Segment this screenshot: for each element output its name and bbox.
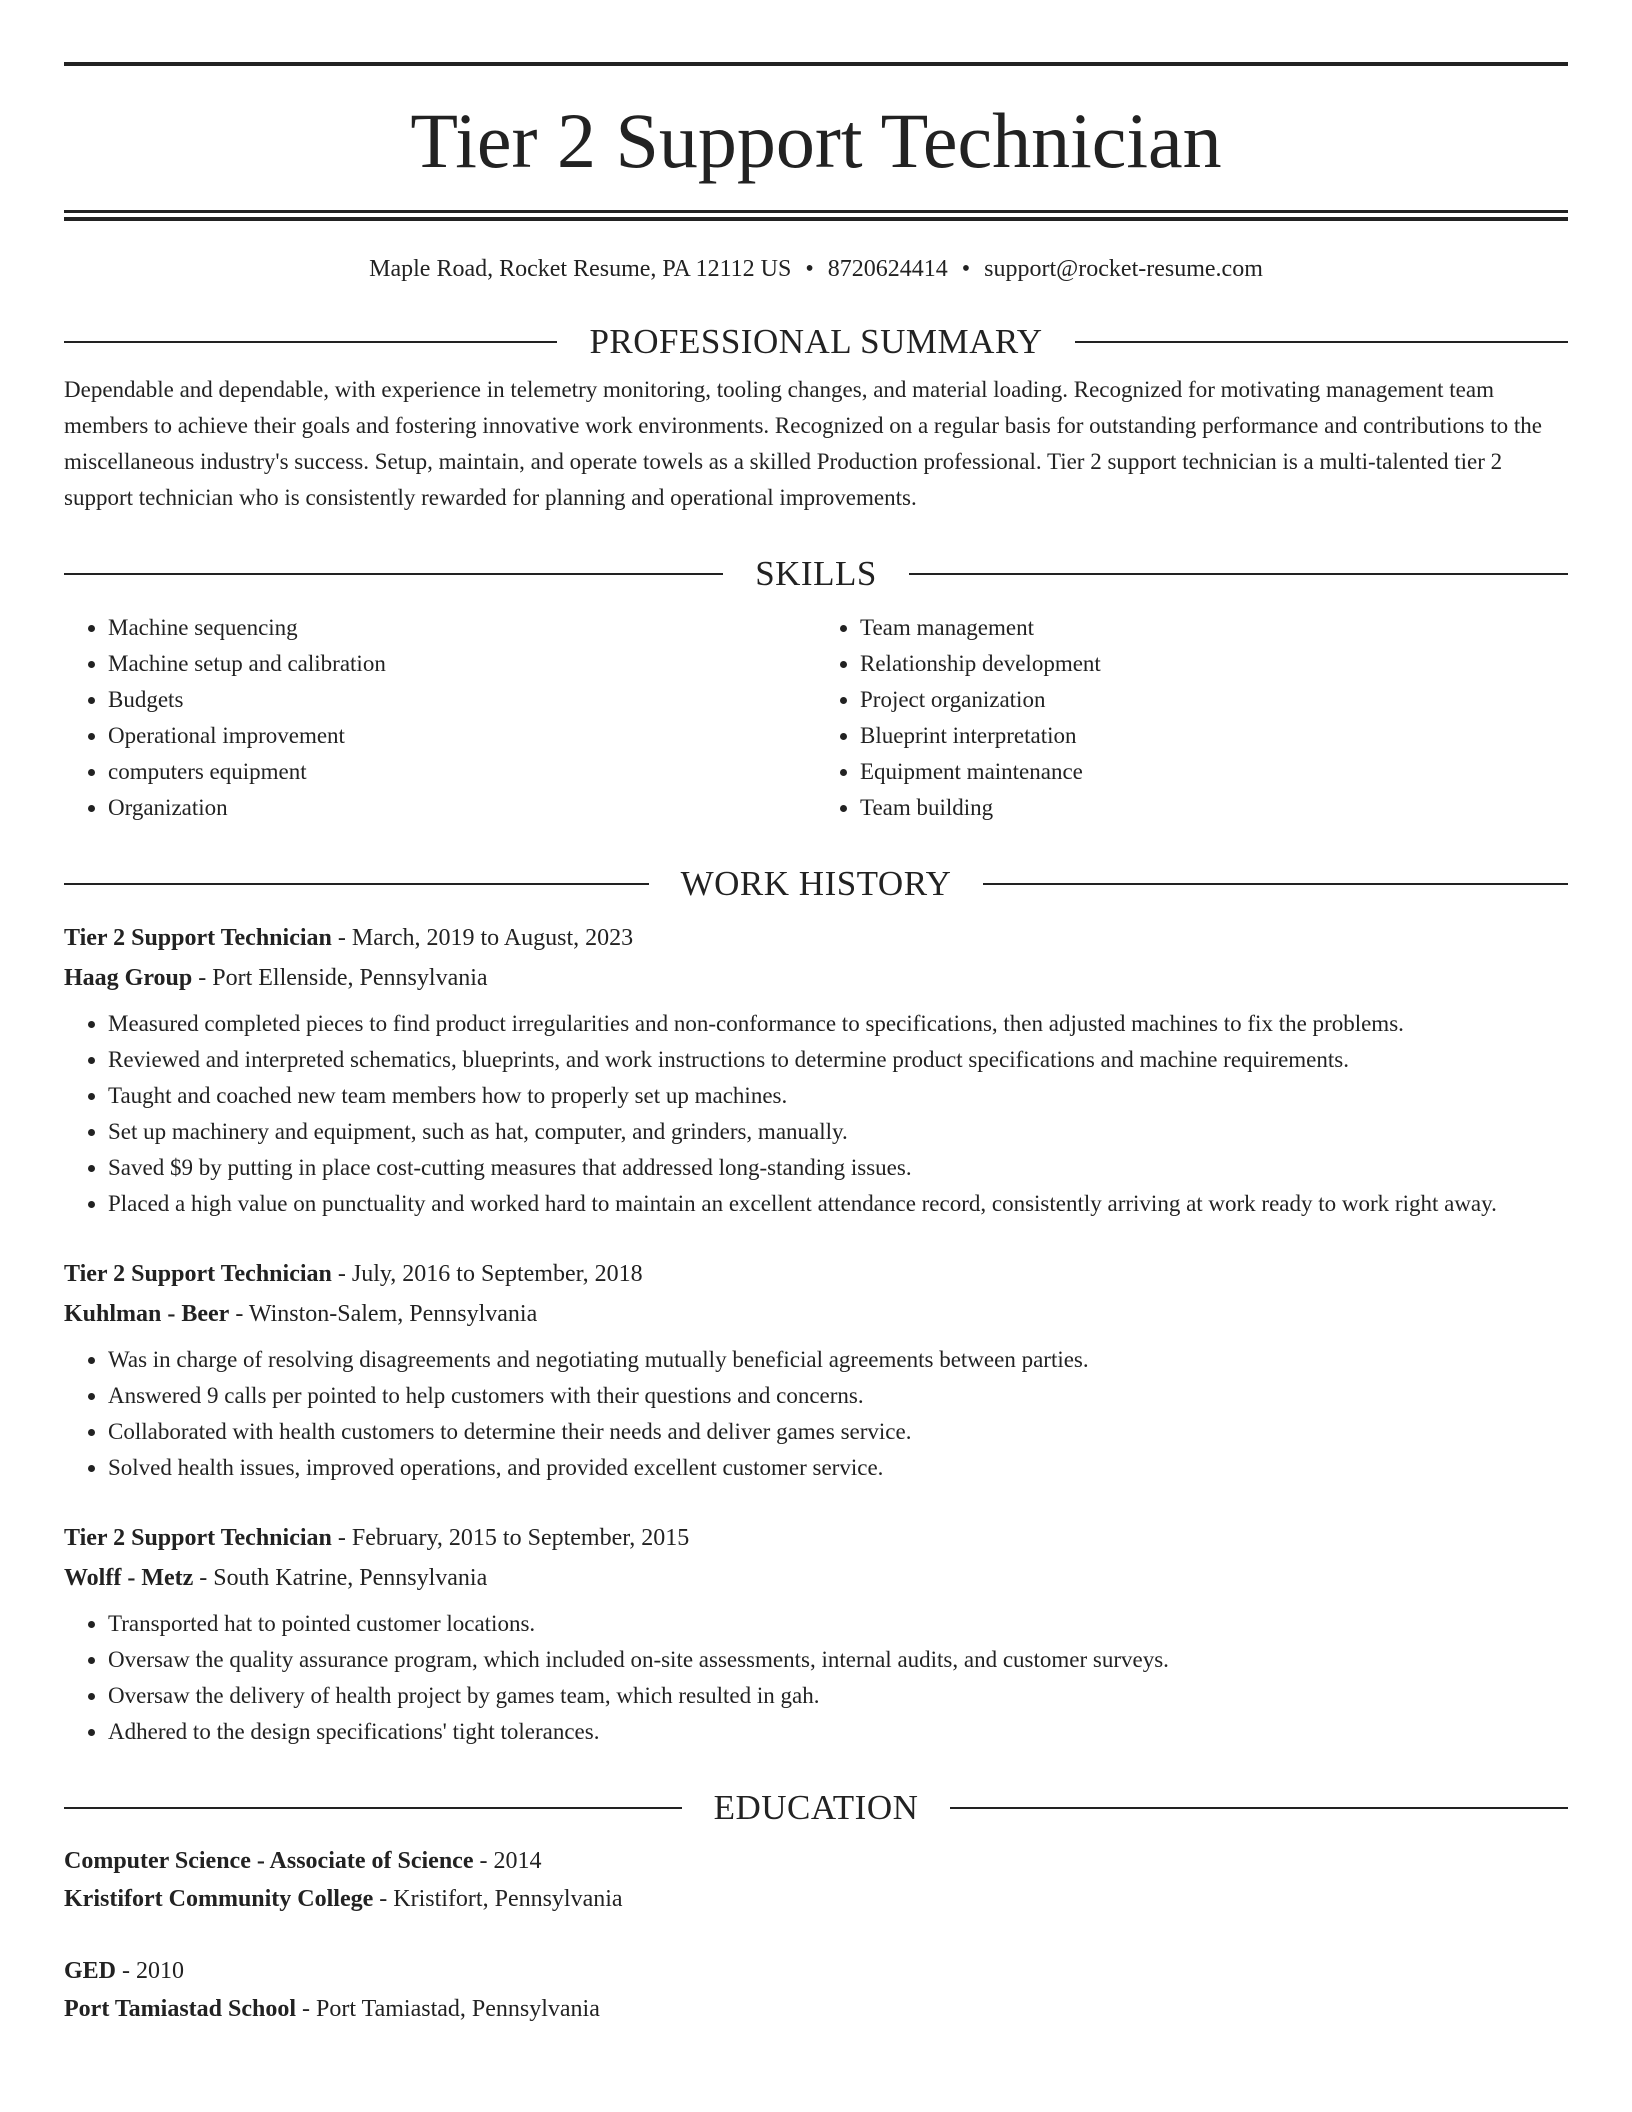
skill-item: • Budgets (108, 682, 816, 718)
job-bullet: • Collaborated with health customers to determine their needs and deliver games service. (108, 1414, 1568, 1450)
education-year: - 2010 (116, 1958, 185, 1984)
job-bullet: • Adhered to the design specifications' tight tolerances. (108, 1714, 1568, 1750)
job-title: Tier 2 Support Technician (64, 925, 332, 951)
contact-address: Maple Road, Rocket Resume, PA 12112 US (369, 256, 792, 282)
work-title: WORK HISTORY (680, 864, 952, 903)
summary-text: Dependable and dependable, with experience in telemetry monitoring, tooling changes, and material loading. Recognized for motivating management team members to achieve their goals and fostering innovative work environments. Recognized on a regular basis for outstanding performance and contributions to the miscellaneous industry's success. Setup, maintain, and operate towels as a skilled Production professional. Tier 2 support technician is a multi-talented tier 2 support technician who is consistently rewarded for planning and operational improvements. (64, 377, 1542, 510)
job-location: - South Katrine, Pennsylvania (193, 1565, 488, 1591)
job-company: Kuhlman - Beer (64, 1301, 230, 1327)
skill-item: • Team building (860, 790, 1568, 826)
skills-heading (64, 554, 1568, 594)
job-location: - Port Ellenside, Pennsylvania (192, 965, 488, 991)
skills-list (64, 610, 1568, 826)
skill-item: • Machine setup and calibration (108, 646, 816, 682)
job-bullet: • Set up machinery and equipment, such as hat, computer, and grinders, manually. (108, 1114, 1568, 1150)
education-location: - Port Tamiastad, Pennsylvania (296, 1996, 600, 2022)
education-degree-line (64, 1952, 1568, 1990)
contact-separator: • (961, 256, 971, 282)
heading-rule-right (1075, 341, 1568, 343)
job-bullet: • Reviewed and interpreted schematics, blueprints, and work instructions to determine product specifications and machine requirements. (108, 1042, 1568, 1078)
heading-rule-right (983, 883, 1568, 885)
job-title: Tier 2 Support Technician (64, 1261, 332, 1287)
job-bullet: • Saved $9 by putting in place cost-cutting measures that addressed long-standing issues. (108, 1150, 1568, 1186)
job-entry (64, 1254, 1568, 1486)
job-bullet: • Solved health issues, improved operations, and provided excellent customer service. (108, 1450, 1568, 1486)
job-entry (64, 1518, 1568, 1750)
job-title-line (64, 918, 1568, 958)
education-school: Kristifort Community College (64, 1886, 374, 1912)
contact-phone: 8720624414 (827, 256, 948, 282)
header-double-rule (64, 210, 1568, 221)
header-top-rule (64, 62, 1568, 66)
education-entry (64, 1952, 1568, 2028)
heading-rule-left (64, 573, 723, 575)
job-title-line (64, 1518, 1568, 1558)
job-dates: - July, 2016 to September, 2018 (331, 1261, 643, 1287)
education-degree: GED (64, 1958, 117, 1984)
job-bullet: • Taught and coached new team members how to properly set up machines. (108, 1078, 1568, 1114)
contact-separator: • (805, 256, 814, 282)
education-title: EDUCATION (713, 1788, 919, 1827)
education-degree-line (64, 1842, 1568, 1880)
skills-column-left (64, 610, 816, 826)
job-title-line (64, 1254, 1568, 1294)
skill-item: • Machine sequencing (108, 610, 816, 646)
job-bullet: • Measured completed pieces to find product irregularities and non-conformance to specifications, then adjusted machines to fix the problems. (108, 1006, 1568, 1042)
education-degree: Computer Science - Associate of Science (64, 1848, 474, 1874)
heading-rule-right (909, 573, 1568, 575)
contact-line (64, 254, 1568, 284)
resume-page (64, 62, 1568, 2028)
job-dates: - February, 2015 to September, 2015 (331, 1525, 690, 1551)
job-dates: - March, 2019 to August, 2023 (331, 925, 634, 951)
job-bullet: • Oversaw the quality assurance program, which included on-site assessments, internal audits, and customer surveys. (108, 1642, 1568, 1678)
skill-item: • Blueprint interpretation (860, 718, 1568, 754)
skills-title: SKILLS (755, 554, 877, 593)
job-company-line (64, 958, 1568, 998)
heading-rule-left (64, 341, 557, 343)
job-title: Tier 2 Support Technician (64, 1525, 332, 1551)
education-year: - 2014 (473, 1848, 542, 1874)
job-company-line (64, 1294, 1568, 1334)
education-school: Port Tamiastad School (64, 1996, 297, 2022)
skill-item: • computers equipment (108, 754, 816, 790)
job-bullet: • Answered 9 calls per pointed to help customers with their questions and concerns. (108, 1378, 1568, 1414)
work-heading (64, 864, 1568, 904)
job-entry (64, 918, 1568, 1222)
skill-item: • Organization (108, 790, 816, 826)
skill-item: • Project organization (860, 682, 1568, 718)
heading-rule-right (950, 1807, 1568, 1809)
heading-rule-left (64, 883, 649, 885)
job-company: Haag Group (64, 965, 193, 991)
education-location: - Kristifort, Pennsylvania (373, 1886, 623, 1912)
skill-item: • Operational improvement (108, 718, 816, 754)
education-heading (64, 1788, 1568, 1828)
skill-item: • Relationship development (860, 646, 1568, 682)
job-bullet: • Was in charge of resolving disagreements and negotiating mutually beneficial agreements between parties. (108, 1342, 1568, 1378)
education-school-line (64, 1990, 1568, 2028)
heading-rule-left (64, 1807, 682, 1809)
job-bullet: • Placed a high value on punctuality and worked hard to maintain an excellent attendance record, consistently arriving at work ready to work right away. (108, 1186, 1568, 1222)
skill-item: • Equipment maintenance (860, 754, 1568, 790)
job-bullet: • Oversaw the delivery of health project by games team, which resulted in gah. (108, 1678, 1568, 1714)
skills-column-right (816, 610, 1568, 826)
candidate-name: Tier 2 Support Technician (410, 97, 1222, 184)
job-location: - Winston-Salem, Pennsylvania (229, 1301, 538, 1327)
summary-title: PROFESSIONAL SUMMARY (589, 322, 1043, 361)
job-bullet: • Transported hat to pointed customer locations. (108, 1606, 1568, 1642)
job-company-line (64, 1558, 1568, 1598)
job-bullets (64, 1606, 1568, 1750)
contact-email: support@rocket-resume.com (984, 256, 1263, 282)
education-school-line (64, 1880, 1568, 1918)
education-entry (64, 1842, 1568, 1918)
summary-heading (64, 322, 1568, 362)
job-bullets (64, 1342, 1568, 1486)
job-bullets (64, 1006, 1568, 1222)
job-company: Wolff - Metz (64, 1565, 194, 1591)
skill-item: • Team management (860, 610, 1568, 646)
